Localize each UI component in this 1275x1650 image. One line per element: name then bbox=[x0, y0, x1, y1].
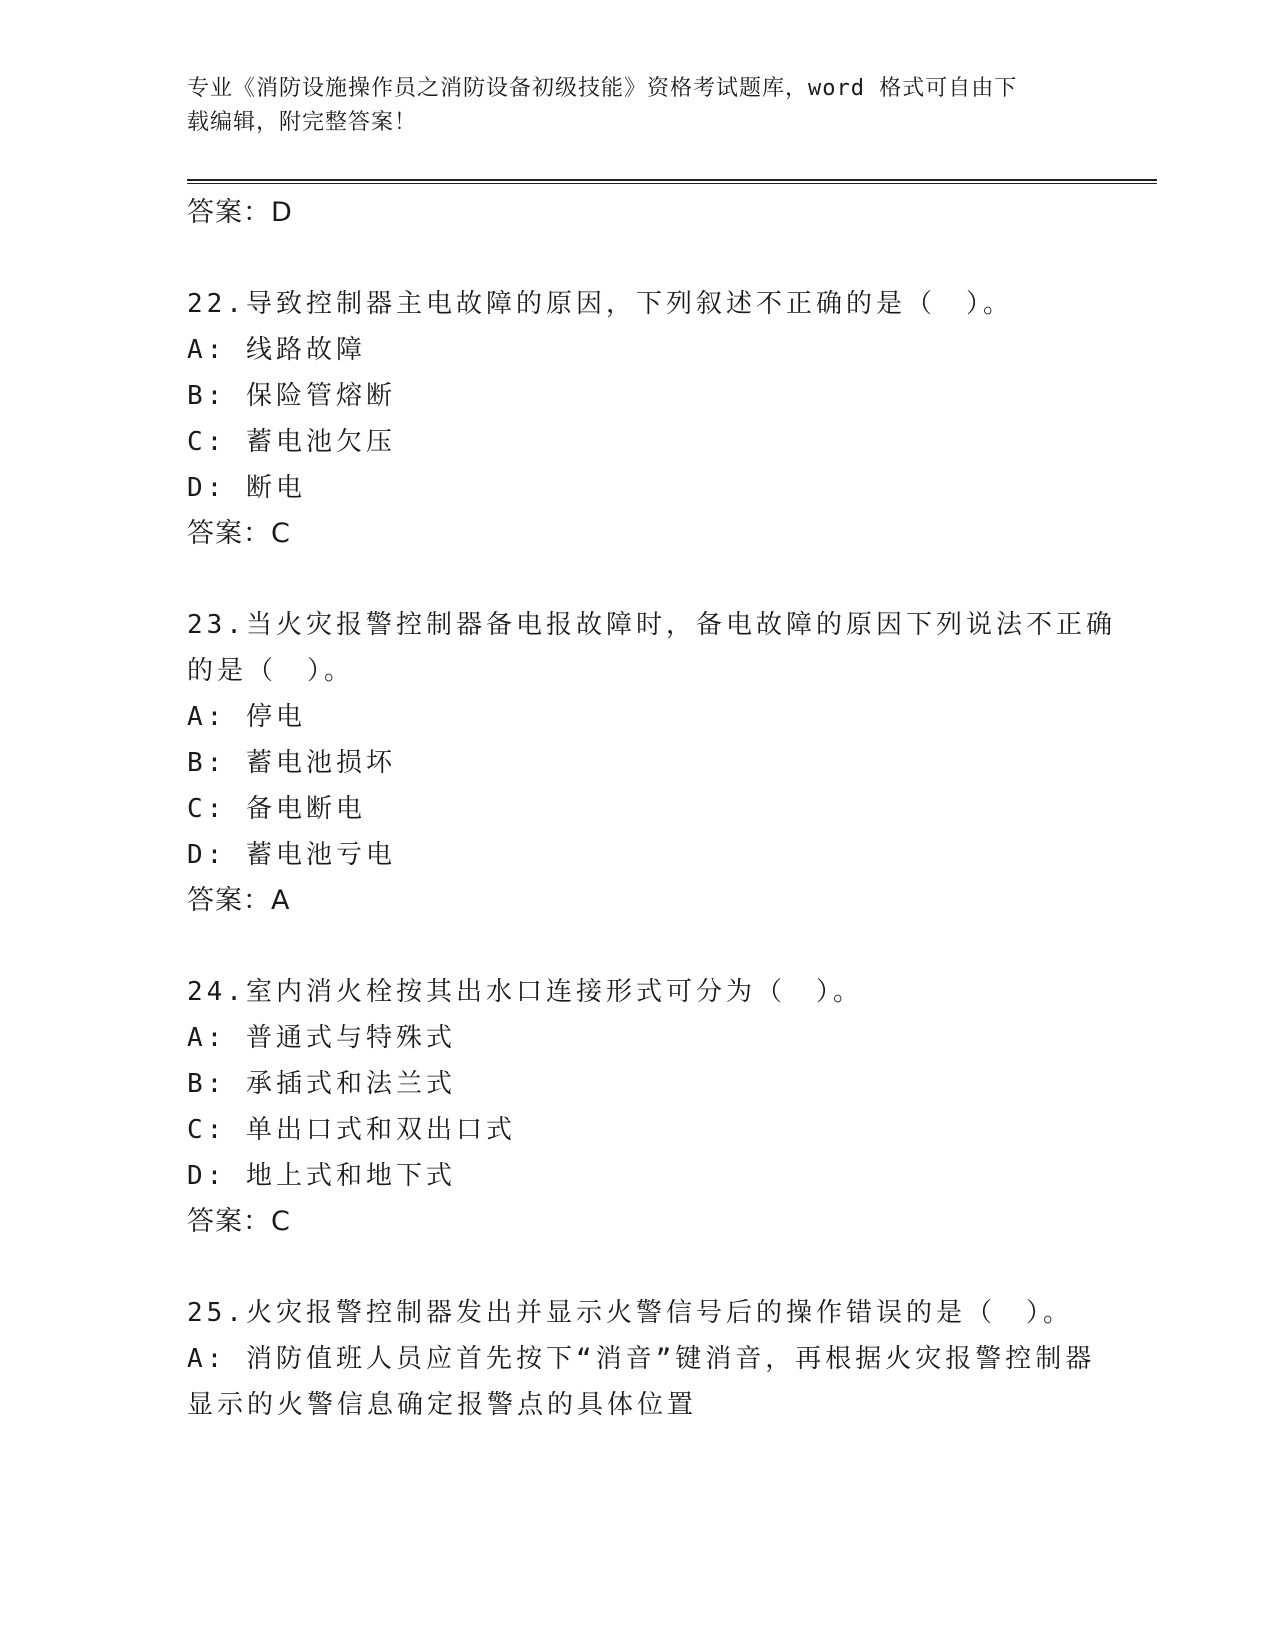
question-stem: 24.室内消火栓按其出水口连接形式可分为（ ）。 bbox=[187, 977, 863, 1007]
question-22 bbox=[187, 281, 1087, 557]
spacer bbox=[187, 924, 1087, 969]
answer-line: 答案：D bbox=[187, 197, 293, 228]
answer-line: 答案：A bbox=[187, 885, 291, 916]
spacer bbox=[187, 236, 1087, 281]
option-c: C: 备电断电 bbox=[187, 794, 366, 824]
spacer bbox=[187, 557, 1087, 602]
option-b: B: 承插式和法兰式 bbox=[187, 1069, 456, 1099]
option-c: C: 单出口式和双出口式 bbox=[187, 1115, 516, 1145]
option-b: B: 保险管熔断 bbox=[187, 381, 396, 411]
page-header bbox=[187, 72, 1067, 140]
question-24 bbox=[187, 969, 1087, 1245]
question-stem: 25.火灾报警控制器发出并显示火警信号后的操作错误的是（ ）。 bbox=[187, 1298, 1073, 1328]
answer-line: 答案：C bbox=[187, 1206, 291, 1237]
option-d: D: 蓄电池亏电 bbox=[187, 840, 396, 870]
option-d: D: 断电 bbox=[187, 473, 306, 503]
question-23 bbox=[187, 602, 1116, 924]
option-a: A: 普通式与特殊式 bbox=[187, 1023, 456, 1053]
option-a: A: 停电 bbox=[187, 702, 306, 732]
header-line-2: 载编辑，附完整答案！ bbox=[187, 110, 418, 135]
question-list bbox=[187, 190, 1116, 1428]
question-stem-continued: 的是（ ）。 bbox=[187, 656, 355, 686]
option-a-continued: 显示的火警信息确定报警点的具体位置 bbox=[187, 1390, 698, 1420]
option-c: C: 蓄电池欠压 bbox=[187, 427, 396, 457]
header-line-1: 专业《消防设施操作员之消防设备初级技能》资格考试题库，word 格式可自由下 bbox=[187, 76, 1018, 101]
question-25 bbox=[187, 1290, 1096, 1428]
question-stem: 22.导致控制器主电故障的原因，下列叙述不正确的是（ ）。 bbox=[187, 289, 1013, 319]
answer-line: 答案：C bbox=[187, 518, 291, 549]
option-b: B: 蓄电池损坏 bbox=[187, 748, 396, 778]
spacer bbox=[187, 1245, 1087, 1290]
header-divider bbox=[187, 179, 1157, 184]
option-a: A: 消防值班人员应首先按下“消音”键消音，再根据火灾报警控制器 bbox=[187, 1344, 1096, 1374]
option-d: D: 地上式和地下式 bbox=[187, 1161, 456, 1191]
question-stem: 23.当火灾报警控制器备电报故障时，备电故障的原因下列说法不正确 bbox=[187, 610, 1116, 640]
option-a: A: 线路故障 bbox=[187, 335, 366, 365]
